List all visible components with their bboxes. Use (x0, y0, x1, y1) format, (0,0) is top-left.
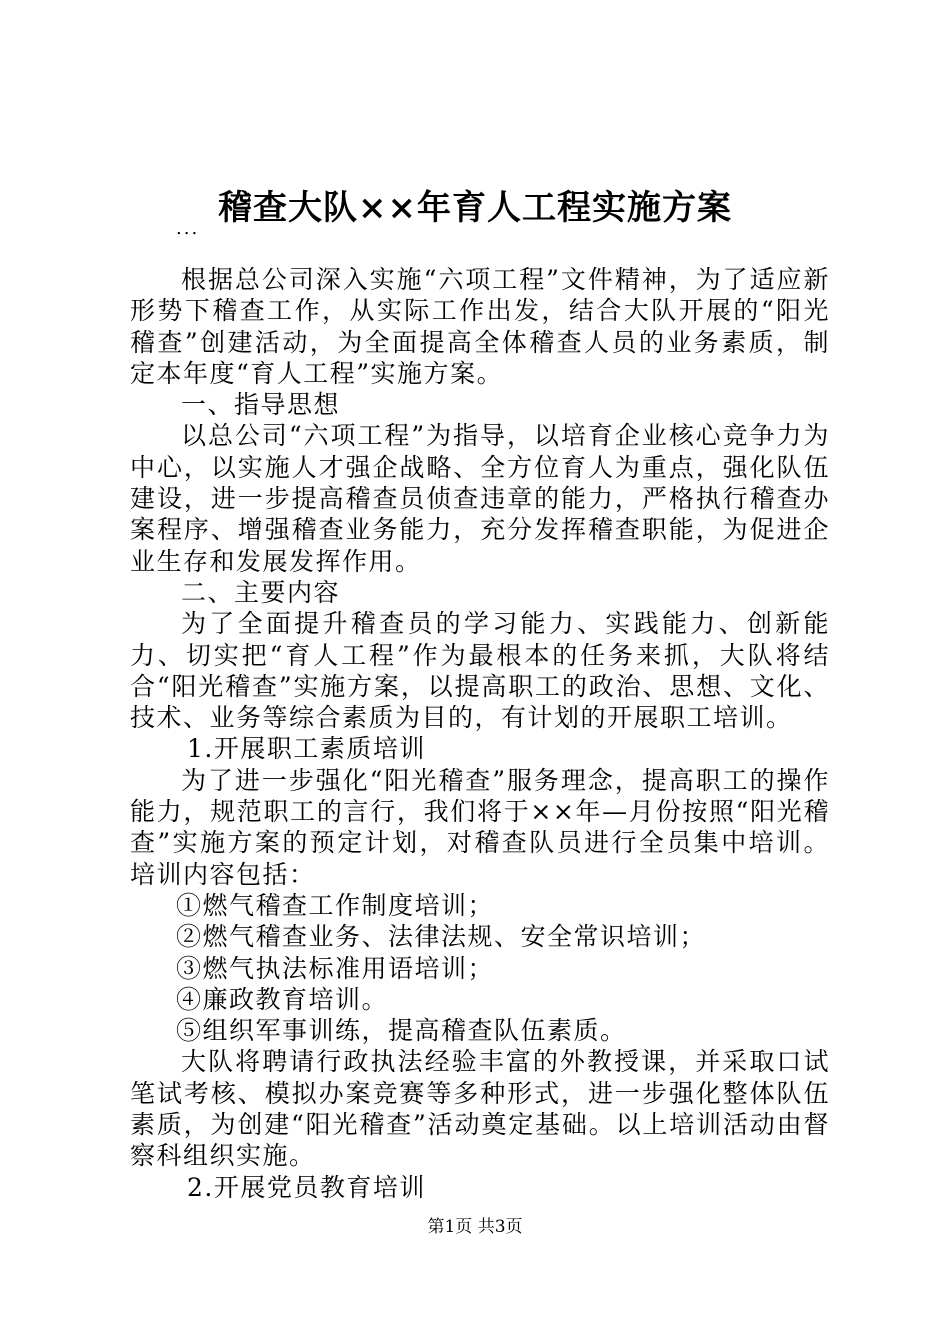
intro-paragraph: 根据总公司深入实施“六项工程”文件精神，为了适应新形势下稽查工作，从实际工作出发，结合大队开展的“阳光稽查”创建活动，为全面提高全体稽查人员的业务素质，制定本年度“育人工程”实施方案。 (130, 265, 830, 388)
page-footer: 第1页 共3页 (427, 1217, 523, 1237)
subsection-heading-party-training: 2.开展党员教育培训 (187, 1172, 426, 1202)
main-content-paragraph: 为了全面提升稽查员的学习能力、实践能力、创新能力、切实把“育人工程”作为最根本的任务来抓，大队将结合“阳光稽查”实施方案，以提高职工的政治、思想、文化、技术、业务等综合素质为目的，有计划的开展职工培训。 (130, 609, 830, 733)
document-title: 稽查大队××年育人工程实施方案 (218, 188, 732, 228)
training-item-1: ①燃气稽查工作制度培训； (176, 890, 495, 920)
ellipsis-marker: ... (176, 218, 200, 239)
section-heading-guiding-ideology: 一、指导思想 (181, 390, 341, 420)
training-method-paragraph: 大队将聘请行政执法经验丰富的外教授课，并采取口试笔试考核、模拟办案竞赛等多种形式，进一步强化整体队伍素质，为创建“阳光稽查”活动奠定基础。以上培训活动由督察科组织实施。 (130, 1047, 830, 1171)
training-item-5: ⑤组织军事训练，提高稽查队伍素质。 (176, 1016, 627, 1046)
training-item-2: ②燃气稽查业务、法律法规、安全常识培训； (176, 922, 707, 952)
staff-training-paragraph: 为了进一步强化“阳光稽查”服务理念，提高职工的操作能力，规范职工的言行，我们将于××年—月份按照“阳光稽查”实施方案的预定计划，对稽查队员进行全员集中培训。培训内容包括： (130, 765, 830, 889)
subsection-heading-staff-training: 1.开展职工素质培训 (187, 734, 426, 764)
training-item-3: ③燃气执法标准用语培训； (176, 953, 495, 983)
training-item-4: ④廉政教育培训。 (176, 984, 389, 1014)
section-heading-main-content: 二、主要内容 (181, 577, 341, 607)
document-body (130, 264, 830, 1203)
guiding-ideology-paragraph: 以总公司“六项工程”为指导，以培育企业核心竞争力为中心，以实施人才强企战略、全方位育人为重点，强化队伍建设，进一步提高稽查员侦查违章的能力，严格执行稽查办案程序、增强稽查业务能力，充分发挥稽查职能，为促进企业生存和发展发挥作用。 (130, 421, 830, 576)
